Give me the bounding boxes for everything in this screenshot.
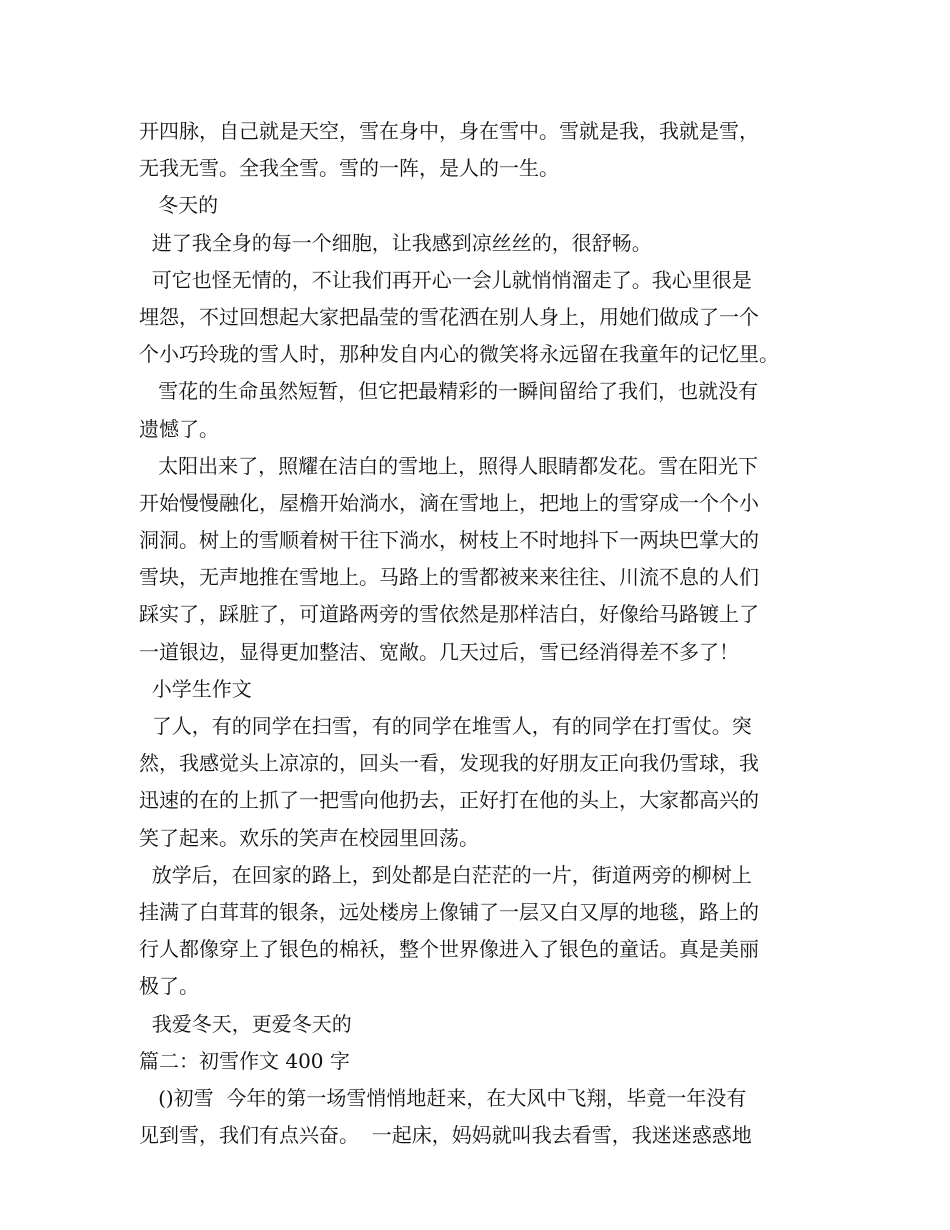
text-line: 了人，有的同学在扫雪，有的同学在堆雪人，有的同学在打雪仗。突: [139, 714, 752, 738]
text-line: 可它也怪无情的，不让我们再开心一会儿就悄悄溜走了。我心里很是: [139, 267, 752, 292]
text-line: 遗憾了。: [139, 416, 219, 441]
text-line: 一道银边，显得更加整洁、宽敞。几天过后，雪已经消得差不多了！: [139, 639, 739, 664]
text-line: ()初雪 今年的第一场雪悄悄地赶来，在大风中飞翔，毕竟一年没有: [139, 1085, 747, 1110]
document-body: [139, 113, 819, 1154]
text-line: 放学后，在回家的路上，到处都是白茫茫的一片，街道两旁的柳树上: [139, 862, 752, 887]
text-line: 进了我全身的每一个细胞，让我感到凉丝丝的，很舒畅。: [139, 230, 652, 255]
text-line: 我爱冬天，更爱冬天的: [139, 1011, 352, 1036]
text-line: 笑了起来。欢乐的笑声在校园里回荡。: [139, 825, 479, 850]
text-line: 迅速的在的上抓了一把雪向他扔去，正好打在他的头上，大家都高兴的: [139, 788, 759, 813]
text-line: 雪块，无声地推在雪地上。马路上的雪都被来来往往、川流不息的人们: [139, 565, 759, 590]
text-line: 雪花的生命虽然短暂，但它把最精彩的一瞬间留给了我们，也就没有: [139, 379, 759, 404]
text-line: 极了。: [139, 974, 199, 999]
text-line: 无我无雪。全我全雪。雪的一阵，是人的一生。: [139, 156, 559, 181]
text-line: 然，我感觉头上凉凉的，回头一看，发现我的好朋友正向我仍雪球，我: [139, 751, 759, 776]
text-line: 见到雪，我们有点兴奋。 一起床，妈妈就叫我去看雪，我迷迷惑惑地: [139, 1123, 752, 1148]
text-line: 开始慢慢融化，屋檐开始淌水，滴在雪地上，把地上的雪穿成一个个小: [139, 490, 759, 515]
text-line: 开四脉，自己就是天空，雪在身中，身在雪中。雪就是我，我就是雪，: [139, 119, 759, 143]
text-line: 个小巧玲珑的雪人时，那种发自内心的微笑将永远留在我童年的记忆里。: [139, 342, 779, 367]
text-line: 冬天的: [139, 193, 219, 218]
section-heading: 篇二：初雪作文 400 字: [139, 1048, 350, 1073]
text-line: 踩实了，踩脏了，可道路两旁的雪依然是那样洁白，好像给马路镀上了: [139, 602, 759, 627]
text-line: 挂满了白茸茸的银条，远处楼房上像铺了一层又白又厚的地毯，路上的: [139, 899, 759, 924]
text-line: 埋怨，不过回想起大家把晶莹的雪花洒在别人身上，用她们做成了一个: [139, 304, 759, 329]
text-line: 太阳出来了，照耀在洁白的雪地上，照得人眼睛都发花。雪在阳光下: [139, 453, 759, 478]
section-heading: 小学生作文: [139, 676, 252, 701]
text-line: 行人都像穿上了银色的棉袄，整个世界像进入了银色的童话。真是美丽: [139, 937, 759, 962]
text-line: 洞洞。树上的雪顺着树干往下淌水，树枝上不时地抖下一两块巴掌大的: [139, 528, 759, 553]
